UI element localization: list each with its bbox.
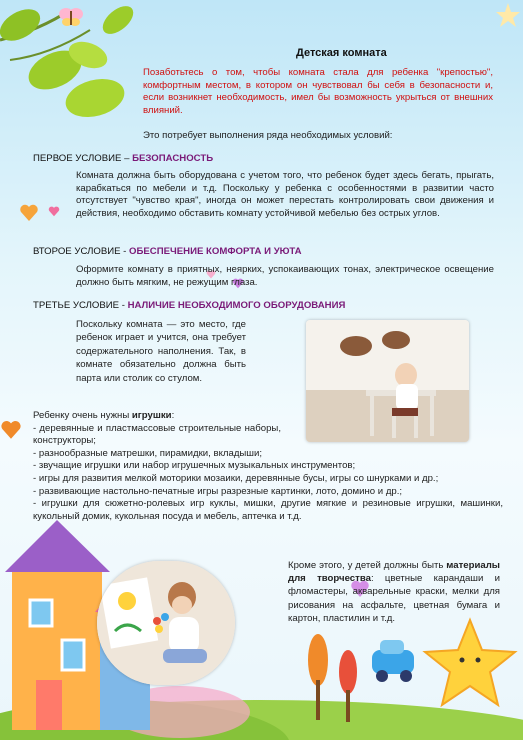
toys-block bbox=[33, 410, 503, 523]
section3-prefix: ТРЕТЬЕ УСЛОВИЕ - bbox=[33, 300, 128, 311]
toys-item: - развивающие настольно-печатные игры разрезные картинки, лото, домино и др.; bbox=[33, 485, 403, 497]
toys-item: - разнообразные матрешки, пирамидки, вкладыши; bbox=[33, 447, 263, 459]
heart-icon bbox=[0, 420, 22, 440]
toys-lead-bold: игрушки bbox=[131, 410, 172, 421]
toys-lead-text: Ребенку очень нужны bbox=[33, 410, 132, 421]
section2-text: Оформите комнату в приятных, неярких, успокаивающих тонах, электрическое освещение должно быть мягким, не режущим глаза. bbox=[76, 264, 494, 288]
section1-prefix: ПЕРВОЕ УСЛОВИЕ – bbox=[33, 153, 133, 164]
section2-prefix: ВТОРОЕ УСЛОВИЕ - bbox=[33, 246, 130, 257]
requirements-line: Это потребует выполнения ряда необходимых условий: bbox=[143, 130, 393, 141]
intro-paragraph: Позаботьтесь о том, чтобы комната стала для ребенка "крепостью", комфортным местом, в котором он чувствовал бы себя в безопасности и, если возникнет необходимость, имел бы возможность укрыться от внешних влияний. bbox=[143, 67, 493, 116]
section3-text: Поскольку комната — это место, где ребенок играет и учится, она требует содержательного наполнения. Так, в комнате обязательно должна быть парта или столик со стулом. bbox=[76, 319, 246, 384]
heart-icon bbox=[19, 204, 39, 222]
section2-heading bbox=[33, 246, 302, 257]
section3-heading bbox=[33, 300, 345, 311]
intro-text bbox=[143, 67, 493, 117]
section2-name: ОБЕСПЕЧЕНИЕ КОМФОРТА И УЮТА bbox=[129, 246, 302, 257]
section1-text: Комната должна быть оборудована с учетом того, что ребенок будет здесь бегать, прыгать, карабкаться по мебели и т.д. Поскольку у ребенка с особенностями в развитии часто отсутствует "чувство края", иногда он может перестать контролировать свои движения и действия, необходимо обставить комнату устойчивой мебелью без острых углов. bbox=[76, 170, 494, 219]
toys-lead-end: : bbox=[171, 410, 175, 421]
toys-item: - деревянные и пластмассовые строительные наборы, конструкторы; bbox=[33, 422, 281, 447]
toys-item: - игры для развития мелкой моторики мозаики, деревянные бусы, игры со шнурками и др.; bbox=[33, 472, 439, 484]
creative-bold: материалы для творчества bbox=[288, 560, 500, 585]
toys-item: - игрушки для сюжетно-ролевых игр куклы, мишки, другие мягкие и резиновые игрушки, машинки, кукольный домик, кукольная посуда и мебель, аптечка и т.д. bbox=[33, 498, 503, 522]
section1-name: БЕЗОПАСНОСТЬ bbox=[132, 153, 214, 164]
page-title: Детская комната bbox=[296, 47, 387, 59]
section3-name: НАЛИЧИЕ НЕОБХОДИМОГО ОБОРУДОВАНИЯ bbox=[127, 300, 346, 311]
creative-lead: Кроме этого, у детей должны быть bbox=[288, 560, 447, 571]
creative-text bbox=[288, 559, 500, 625]
creative-rest: : цветные карандаши и фломастеры, акварельные краски, мелки для рисования на асфальте, цветная бумага и картон, пластилин и т.д. bbox=[288, 573, 500, 624]
toys-item: - звучащие игрушки или набор игрушечных музыкальных инструментов; bbox=[33, 460, 356, 472]
heart-icon-small bbox=[48, 206, 60, 217]
butterfly-icon bbox=[58, 6, 84, 28]
photo-child-painting bbox=[97, 561, 235, 685]
section1-heading bbox=[33, 153, 213, 164]
star-icon bbox=[495, 2, 521, 28]
toys-lead bbox=[33, 410, 503, 423]
